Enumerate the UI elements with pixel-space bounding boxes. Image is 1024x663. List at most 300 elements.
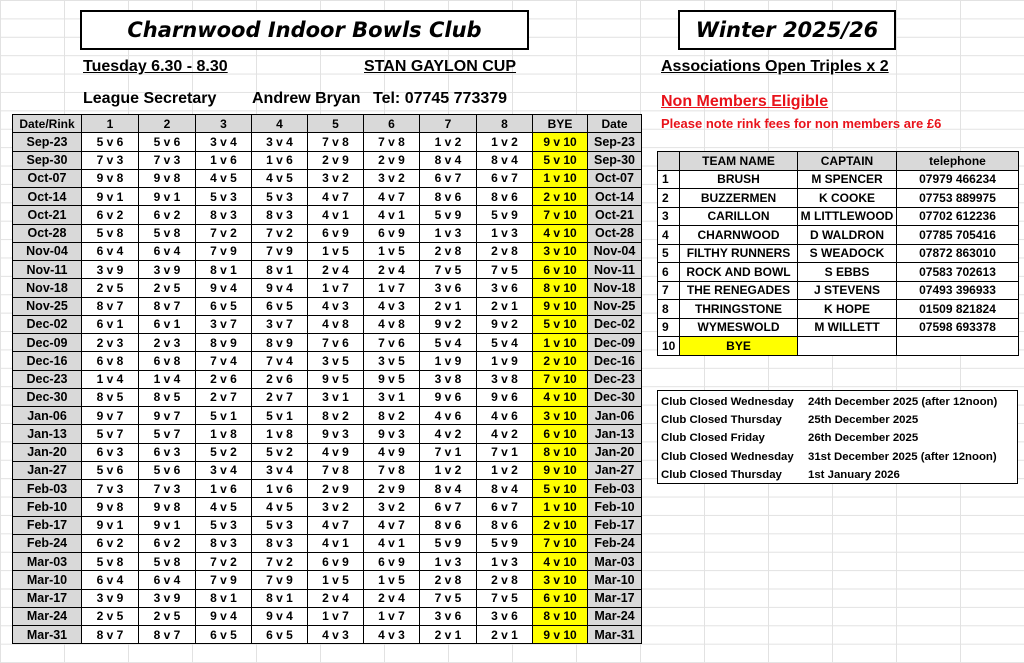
closure-date: 31st December 2025 (after 12noon) — [808, 450, 997, 463]
fixture-date-cell: Oct-21 — [13, 206, 82, 224]
fixture-date-cell: Mar-03 — [13, 553, 82, 571]
fixture-match-cell: 7 v 9 — [252, 242, 308, 260]
fixture-match-cell: 8 v 2 — [364, 407, 420, 425]
fixture-match-cell: 9 v 1 — [82, 188, 139, 206]
fixture-date-cell: Feb-10 — [588, 498, 642, 516]
closure-line — [661, 466, 1014, 484]
fixture-match-cell: 4 v 8 — [308, 315, 364, 333]
fixture-match-cell: 9 v 5 — [308, 370, 364, 388]
fixtures-header-cell: 7 — [420, 115, 477, 133]
fixture-row — [13, 352, 642, 370]
team-captain: M SPENCER — [798, 170, 897, 189]
fixture-date-cell: Mar-17 — [13, 589, 82, 607]
fixture-match-cell: 4 v 6 — [420, 407, 477, 425]
fixture-match-cell: 6 v 2 — [139, 206, 196, 224]
fixture-date-cell: Jan-20 — [588, 443, 642, 461]
fixture-match-cell: 3 v 1 — [364, 388, 420, 406]
fixture-match-cell: 4 v 3 — [308, 297, 364, 315]
fixture-date-cell: Nov-18 — [13, 279, 82, 297]
fixture-match-cell: 2 v 3 — [82, 334, 139, 352]
fixture-match-cell: 6 v 5 — [252, 297, 308, 315]
fixture-match-cell: 1 v 2 — [477, 133, 533, 151]
fixture-match-cell: 9 v 1 — [82, 516, 139, 534]
fixture-row — [13, 534, 642, 552]
teams-header-cell — [658, 152, 680, 171]
fixture-match-cell: 9 v 2 — [420, 315, 477, 333]
fixture-bye-cell: 3 v 10 — [533, 571, 588, 589]
fixture-match-cell: 7 v 4 — [196, 352, 252, 370]
fixture-bye-cell: 8 v 10 — [533, 607, 588, 625]
fixture-match-cell: 6 v 5 — [196, 626, 252, 644]
fixture-date-cell: Nov-18 — [588, 279, 642, 297]
team-name: ROCK AND BOWL — [680, 263, 798, 282]
non-members-notice: Non Members Eligible — [661, 93, 829, 110]
fixture-match-cell: 9 v 1 — [139, 516, 196, 534]
fixture-match-cell: 3 v 4 — [252, 461, 308, 479]
fixture-date-cell: Jan-13 — [588, 425, 642, 443]
fixtures-header-cell: 3 — [196, 115, 252, 133]
fixture-bye-cell: 7 v 10 — [533, 534, 588, 552]
teams-header-cell: CAPTAIN — [798, 152, 897, 171]
fixture-match-cell: 8 v 5 — [82, 388, 139, 406]
fixture-date-cell: Dec-23 — [588, 370, 642, 388]
fixture-match-cell: 4 v 2 — [420, 425, 477, 443]
club-title — [80, 10, 529, 50]
fixture-match-cell: 1 v 7 — [364, 279, 420, 297]
team-name: THE RENEGADES — [680, 281, 798, 300]
fixture-bye-cell: 6 v 10 — [533, 589, 588, 607]
fixture-match-cell: 8 v 1 — [196, 261, 252, 279]
fixture-match-cell: 6 v 9 — [364, 224, 420, 242]
fixture-match-cell: 2 v 9 — [308, 480, 364, 498]
fixture-match-cell: 7 v 4 — [252, 352, 308, 370]
fixture-match-cell: 9 v 8 — [82, 498, 139, 516]
fixture-match-cell: 7 v 8 — [308, 461, 364, 479]
fixture-match-cell: 4 v 2 — [477, 425, 533, 443]
fixture-date-cell: Jan-06 — [588, 407, 642, 425]
fixture-match-cell: 2 v 9 — [364, 151, 420, 169]
fixture-match-cell: 3 v 6 — [477, 607, 533, 625]
fixture-date-cell: Feb-17 — [588, 516, 642, 534]
fixture-match-cell: 3 v 6 — [420, 607, 477, 625]
fixture-bye-cell: 4 v 10 — [533, 388, 588, 406]
fixture-match-cell: 8 v 9 — [196, 334, 252, 352]
fixture-match-cell: 6 v 4 — [139, 571, 196, 589]
fixture-match-cell: 5 v 9 — [420, 206, 477, 224]
fixture-match-cell: 1 v 7 — [308, 279, 364, 297]
fixture-match-cell: 5 v 2 — [252, 443, 308, 461]
fixture-bye-cell: 8 v 10 — [533, 279, 588, 297]
fixture-row — [13, 297, 642, 315]
team-row — [658, 263, 1019, 282]
fixture-date-cell: Mar-24 — [13, 607, 82, 625]
fixture-match-cell: 8 v 7 — [82, 626, 139, 644]
fixture-match-cell: 5 v 8 — [139, 224, 196, 242]
team-row — [658, 300, 1019, 319]
fixture-match-cell: 8 v 1 — [252, 589, 308, 607]
fixture-match-cell: 7 v 6 — [308, 334, 364, 352]
fixture-row — [13, 206, 642, 224]
fixture-date-cell: Nov-04 — [13, 242, 82, 260]
season-title — [678, 10, 896, 50]
fixture-row — [13, 151, 642, 169]
fixture-match-cell: 1 v 6 — [252, 151, 308, 169]
fixture-match-cell: 1 v 3 — [420, 224, 477, 242]
team-captain: S EBBS — [798, 263, 897, 282]
fixture-match-cell: 1 v 6 — [196, 151, 252, 169]
fixture-match-cell: 2 v 5 — [139, 279, 196, 297]
fixture-match-cell: 5 v 1 — [252, 407, 308, 425]
fixture-row — [13, 388, 642, 406]
fixture-date-cell: Sep-23 — [588, 133, 642, 151]
fixture-match-cell: 8 v 3 — [196, 206, 252, 224]
fixture-match-cell: 8 v 1 — [252, 261, 308, 279]
fixture-match-cell: 8 v 6 — [477, 516, 533, 534]
fixture-match-cell: 5 v 6 — [82, 133, 139, 151]
team-captain: K COOKE — [798, 189, 897, 208]
fixture-row — [13, 461, 642, 479]
fixture-match-cell: 5 v 9 — [420, 534, 477, 552]
team-name: BUZZERMEN — [680, 189, 798, 208]
fixture-match-cell: 5 v 7 — [82, 425, 139, 443]
fixture-match-cell: 6 v 1 — [82, 315, 139, 333]
fixture-row — [13, 425, 642, 443]
closure-day: Club Closed Thursday — [661, 414, 782, 427]
team-number: 10 — [658, 337, 680, 356]
team-telephone: 07702 612236 — [897, 207, 1019, 226]
fixture-match-cell: 1 v 3 — [477, 553, 533, 571]
fixture-row — [13, 553, 642, 571]
fixture-row — [13, 443, 642, 461]
team-name: BRUSH — [680, 170, 798, 189]
fixture-date-cell: Mar-31 — [13, 626, 82, 644]
fixtures-header-cell: 4 — [252, 115, 308, 133]
fixture-match-cell: 9 v 3 — [308, 425, 364, 443]
team-row — [658, 170, 1019, 189]
fixture-match-cell: 6 v 4 — [82, 571, 139, 589]
fixture-match-cell: 1 v 3 — [477, 224, 533, 242]
fixture-row — [13, 224, 642, 242]
fixture-date-cell: Dec-02 — [588, 315, 642, 333]
fixture-match-cell: 9 v 7 — [82, 407, 139, 425]
fixture-match-cell: 5 v 6 — [82, 461, 139, 479]
fixtures-header-cell: 8 — [477, 115, 533, 133]
fixture-match-cell: 8 v 5 — [139, 388, 196, 406]
fixture-match-cell: 6 v 8 — [82, 352, 139, 370]
team-number: 8 — [658, 300, 680, 319]
fixture-bye-cell: 2 v 10 — [533, 516, 588, 534]
fixture-match-cell: 8 v 9 — [252, 334, 308, 352]
fixture-date-cell: Feb-24 — [588, 534, 642, 552]
fixture-match-cell: 6 v 7 — [477, 169, 533, 187]
fixture-date-cell: Oct-07 — [13, 169, 82, 187]
fixture-match-cell: 5 v 4 — [477, 334, 533, 352]
fixture-bye-cell: 7 v 10 — [533, 370, 588, 388]
fixture-match-cell: 7 v 5 — [420, 261, 477, 279]
secretary-tel: Tel: 07745 773379 — [373, 90, 508, 107]
closure-date: 25th December 2025 — [808, 414, 919, 427]
fixture-match-cell: 3 v 5 — [364, 352, 420, 370]
fixture-match-cell: 1 v 4 — [82, 370, 139, 388]
fixture-date-cell: Nov-04 — [588, 242, 642, 260]
fixture-match-cell: 4 v 9 — [364, 443, 420, 461]
fixture-date-cell: Dec-16 — [13, 352, 82, 370]
fixture-match-cell: 9 v 7 — [139, 407, 196, 425]
fixture-match-cell: 2 v 6 — [196, 370, 252, 388]
fixture-date-cell: Oct-21 — [588, 206, 642, 224]
fixture-match-cell: 6 v 2 — [139, 534, 196, 552]
fixture-date-cell: Oct-28 — [13, 224, 82, 242]
fixture-bye-cell: 9 v 10 — [533, 461, 588, 479]
fixture-bye-cell: 4 v 10 — [533, 553, 588, 571]
fixture-date-cell: Dec-30 — [588, 388, 642, 406]
fixture-match-cell: 3 v 9 — [82, 589, 139, 607]
fixture-match-cell: 3 v 9 — [139, 589, 196, 607]
fixture-row — [13, 480, 642, 498]
fixture-row — [13, 279, 642, 297]
fixture-bye-cell: 1 v 10 — [533, 498, 588, 516]
fixture-match-cell: 4 v 8 — [364, 315, 420, 333]
fixture-match-cell: 7 v 8 — [364, 461, 420, 479]
fixture-match-cell: 2 v 4 — [308, 589, 364, 607]
fixture-bye-cell: 6 v 10 — [533, 425, 588, 443]
fixture-date-cell: Feb-17 — [13, 516, 82, 534]
fixture-match-cell: 5 v 3 — [196, 516, 252, 534]
fixture-match-cell: 5 v 4 — [420, 334, 477, 352]
fixture-match-cell: 5 v 6 — [139, 461, 196, 479]
rink-fee-note: Please note rink fees for non members are £6 — [661, 116, 942, 131]
fixture-match-cell: 1 v 8 — [196, 425, 252, 443]
closure-day: Club Closed Wednesday — [661, 450, 794, 463]
fixture-match-cell: 6 v 5 — [252, 626, 308, 644]
fixture-match-cell: 8 v 7 — [82, 297, 139, 315]
fixture-match-cell: 4 v 7 — [308, 188, 364, 206]
fixture-match-cell: 1 v 9 — [477, 352, 533, 370]
fixture-bye-cell: 3 v 10 — [533, 407, 588, 425]
fixture-match-cell: 5 v 8 — [82, 553, 139, 571]
fixture-date-cell: Dec-02 — [13, 315, 82, 333]
fixture-bye-cell: 4 v 10 — [533, 224, 588, 242]
fixture-match-cell: 6 v 7 — [420, 169, 477, 187]
fixture-match-cell: 9 v 6 — [477, 388, 533, 406]
fixture-match-cell: 2 v 4 — [364, 261, 420, 279]
fixture-match-cell: 2 v 5 — [82, 607, 139, 625]
fixture-date-cell: Oct-28 — [588, 224, 642, 242]
fixture-match-cell: 7 v 9 — [196, 571, 252, 589]
fixture-bye-cell: 6 v 10 — [533, 261, 588, 279]
fixture-date-cell: Jan-27 — [13, 461, 82, 479]
fixture-match-cell: 1 v 7 — [308, 607, 364, 625]
fixture-date-cell: Oct-14 — [588, 188, 642, 206]
fixture-match-cell: 3 v 6 — [477, 279, 533, 297]
team-captain: K HOPE — [798, 300, 897, 319]
fixture-match-cell: 7 v 5 — [420, 589, 477, 607]
team-name: BYE — [680, 337, 798, 356]
fixture-match-cell: 6 v 4 — [139, 242, 196, 260]
fixture-match-cell: 8 v 3 — [196, 534, 252, 552]
fixture-bye-cell: 9 v 10 — [533, 297, 588, 315]
fixture-row — [13, 133, 642, 151]
team-number: 6 — [658, 263, 680, 282]
fixture-date-cell: Jan-13 — [13, 425, 82, 443]
fixture-match-cell: 9 v 8 — [82, 169, 139, 187]
fixture-date-cell: Mar-17 — [588, 589, 642, 607]
fixture-match-cell: 6 v 7 — [420, 498, 477, 516]
team-row — [658, 207, 1019, 226]
fixture-match-cell: 1 v 2 — [477, 461, 533, 479]
team-number: 5 — [658, 244, 680, 263]
fixture-match-cell: 7 v 3 — [82, 480, 139, 498]
teams-table — [657, 151, 1019, 356]
fixture-match-cell: 5 v 8 — [82, 224, 139, 242]
fixture-match-cell: 7 v 6 — [364, 334, 420, 352]
fixture-match-cell: 5 v 9 — [477, 534, 533, 552]
session-time: Tuesday 6.30 - 8.30 — [83, 58, 228, 75]
team-name: THRINGSTONE — [680, 300, 798, 319]
fixture-match-cell: 2 v 9 — [364, 480, 420, 498]
fixture-row — [13, 261, 642, 279]
fixture-match-cell: 1 v 5 — [364, 571, 420, 589]
fixture-row — [13, 370, 642, 388]
fixture-match-cell: 2 v 5 — [139, 607, 196, 625]
fixture-row — [13, 589, 642, 607]
closure-line — [661, 429, 1014, 447]
fixture-match-cell: 2 v 1 — [477, 297, 533, 315]
fixture-match-cell: 4 v 1 — [364, 534, 420, 552]
fixture-match-cell: 3 v 9 — [82, 261, 139, 279]
fixture-match-cell: 2 v 8 — [477, 242, 533, 260]
team-row — [658, 189, 1019, 208]
fixture-match-cell: 5 v 3 — [252, 188, 308, 206]
fixture-match-cell: 6 v 9 — [364, 553, 420, 571]
team-row — [658, 318, 1019, 337]
team-number: 1 — [658, 170, 680, 189]
fixtures-header-cell: 2 — [139, 115, 196, 133]
fixture-match-cell: 4 v 5 — [196, 498, 252, 516]
fixture-match-cell: 7 v 2 — [252, 553, 308, 571]
fixture-date-cell: Sep-30 — [588, 151, 642, 169]
team-number: 3 — [658, 207, 680, 226]
fixture-row — [13, 407, 642, 425]
closure-date: 1st January 2026 — [808, 468, 900, 481]
fixture-match-cell: 2 v 9 — [308, 151, 364, 169]
fixture-match-cell: 6 v 4 — [82, 242, 139, 260]
fixture-match-cell: 1 v 2 — [420, 133, 477, 151]
team-row — [658, 226, 1019, 245]
fixtures-header-cell: 1 — [82, 115, 139, 133]
team-number: 2 — [658, 189, 680, 208]
team-telephone: 07753 889975 — [897, 189, 1019, 208]
fixture-match-cell: 1 v 7 — [364, 607, 420, 625]
team-row — [658, 281, 1019, 300]
fixture-match-cell: 3 v 5 — [308, 352, 364, 370]
fixture-match-cell: 3 v 4 — [196, 461, 252, 479]
fixture-match-cell: 6 v 1 — [139, 315, 196, 333]
fixture-bye-cell: 7 v 10 — [533, 206, 588, 224]
fixture-match-cell: 6 v 8 — [139, 352, 196, 370]
fixture-match-cell: 2 v 7 — [252, 388, 308, 406]
fixture-match-cell: 3 v 4 — [252, 133, 308, 151]
fixture-match-cell: 7 v 2 — [196, 224, 252, 242]
fixture-match-cell: 2 v 8 — [477, 571, 533, 589]
fixture-match-cell: 2 v 6 — [252, 370, 308, 388]
fixture-match-cell: 4 v 5 — [252, 498, 308, 516]
fixture-match-cell: 7 v 8 — [308, 133, 364, 151]
fixture-match-cell: 3 v 2 — [308, 169, 364, 187]
fixture-date-cell: Mar-31 — [588, 626, 642, 644]
team-telephone: 07785 705416 — [897, 226, 1019, 245]
fixture-match-cell: 8 v 4 — [420, 151, 477, 169]
fixture-bye-cell: 2 v 10 — [533, 352, 588, 370]
fixture-row — [13, 516, 642, 534]
fixture-bye-cell: 2 v 10 — [533, 188, 588, 206]
fixture-match-cell: 5 v 2 — [196, 443, 252, 461]
teams-header-cell: TEAM NAME — [680, 152, 798, 171]
fixture-match-cell: 5 v 1 — [196, 407, 252, 425]
fixture-match-cell: 1 v 2 — [420, 461, 477, 479]
fixture-bye-cell: 1 v 10 — [533, 169, 588, 187]
team-number: 9 — [658, 318, 680, 337]
team-name: CHARNWOOD — [680, 226, 798, 245]
team-telephone: 07872 863010 — [897, 244, 1019, 263]
fixture-date-cell: Oct-14 — [13, 188, 82, 206]
closure-line — [661, 411, 1014, 429]
fixture-date-cell: Mar-10 — [13, 571, 82, 589]
fixture-match-cell: 5 v 7 — [139, 425, 196, 443]
fixture-match-cell: 6 v 9 — [308, 224, 364, 242]
fixture-match-cell: 3 v 1 — [308, 388, 364, 406]
fixture-date-cell: Feb-10 — [13, 498, 82, 516]
fixture-date-cell: Mar-24 — [588, 607, 642, 625]
fixture-row — [13, 188, 642, 206]
fixture-match-cell: 5 v 3 — [196, 188, 252, 206]
fixture-bye-cell: 3 v 10 — [533, 242, 588, 260]
fixture-date-cell: Nov-25 — [588, 297, 642, 315]
fixture-match-cell: 2 v 5 — [82, 279, 139, 297]
fixture-row — [13, 242, 642, 260]
team-captain: S WEADOCK — [798, 244, 897, 263]
team-telephone: 01509 821824 — [897, 300, 1019, 319]
fixture-match-cell: 7 v 9 — [252, 571, 308, 589]
fixture-match-cell: 4 v 3 — [364, 626, 420, 644]
fixture-match-cell: 3 v 7 — [252, 315, 308, 333]
fixture-match-cell: 9 v 4 — [252, 607, 308, 625]
fixture-match-cell: 8 v 6 — [420, 188, 477, 206]
fixture-match-cell: 7 v 3 — [139, 480, 196, 498]
fixture-date-cell: Nov-11 — [588, 261, 642, 279]
fixture-match-cell: 7 v 1 — [477, 443, 533, 461]
fixture-match-cell: 7 v 2 — [196, 553, 252, 571]
season-title-text: Winter 2025/26 — [695, 18, 879, 42]
closure-day: Club Closed Thursday — [661, 468, 782, 481]
fixture-bye-cell: 5 v 10 — [533, 151, 588, 169]
fixture-match-cell: 3 v 7 — [196, 315, 252, 333]
fixture-match-cell: 6 v 2 — [82, 534, 139, 552]
team-captain: M LITTLEWOOD — [798, 207, 897, 226]
fixture-row — [13, 498, 642, 516]
fixture-match-cell: 1 v 4 — [139, 370, 196, 388]
team-row — [658, 244, 1019, 263]
fixture-match-cell: 3 v 2 — [308, 498, 364, 516]
team-name: WYMESWOLD — [680, 318, 798, 337]
team-captain — [798, 337, 897, 356]
fixture-match-cell: 1 v 5 — [308, 571, 364, 589]
closure-day: Club Closed Wednesday — [661, 396, 794, 408]
fixture-match-cell: 1 v 5 — [308, 242, 364, 260]
fixture-match-cell: 2 v 8 — [420, 242, 477, 260]
fixture-match-cell: 4 v 5 — [196, 169, 252, 187]
team-row — [658, 337, 1019, 356]
